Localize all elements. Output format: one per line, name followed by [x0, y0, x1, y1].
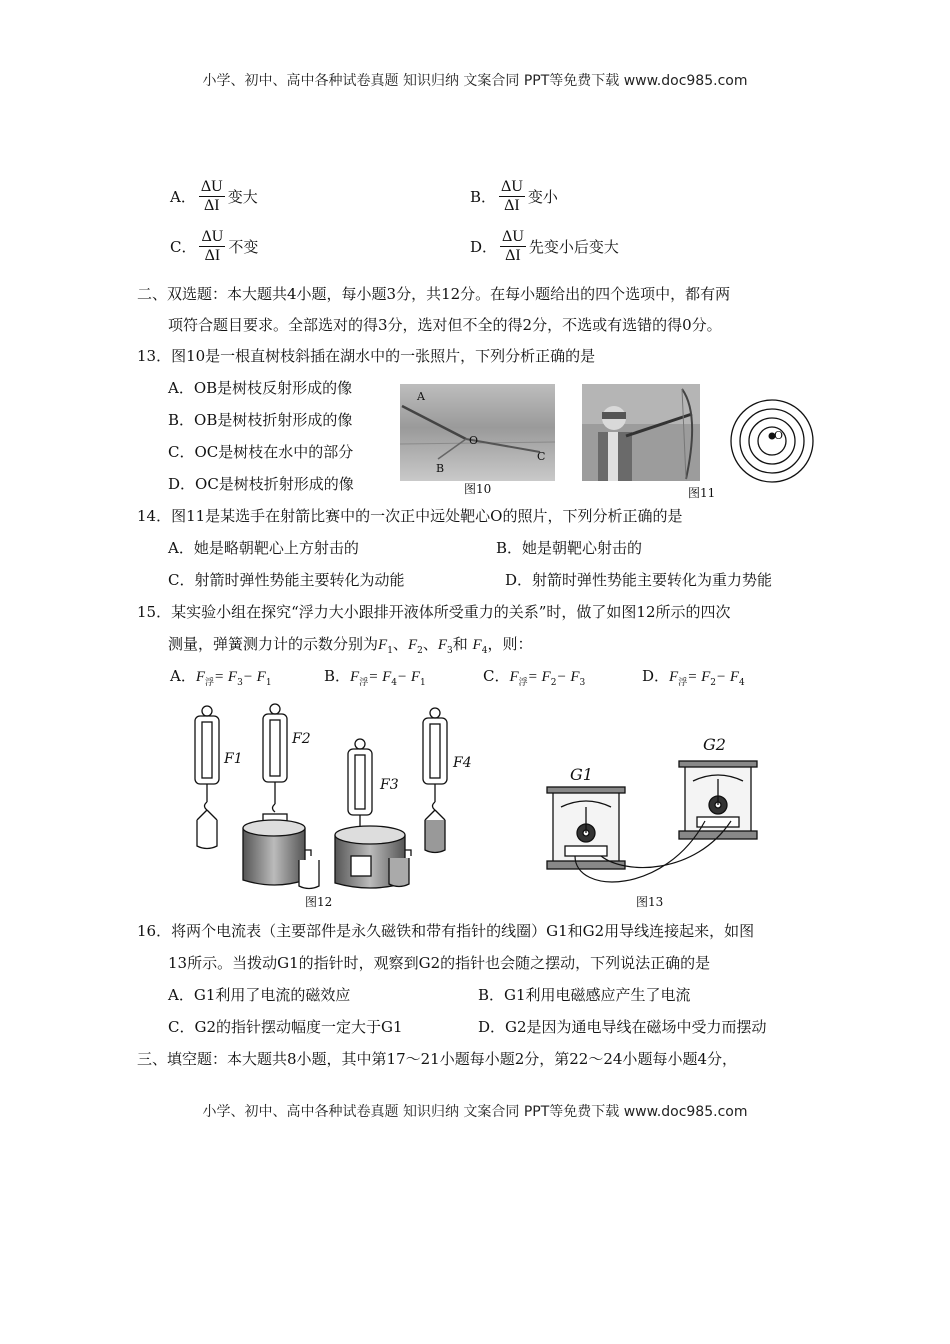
- g2-label: G2: [703, 735, 726, 754]
- q15-stem-line2: 测量，弹簧测力计的示数分别为$F_1$、$F_2$、$F_3$和 $F_4$，则：: [168, 635, 533, 656]
- fraction: [199, 178, 225, 215]
- q13-option-a: A．OB是树枝反射形成的像: [168, 379, 353, 397]
- q16-stem-line1: 16．将两个电流表（主要部件是永久磁铁和带有指针的线圈）G1和G2用导线连接起来，如图: [137, 922, 755, 940]
- q16-option-b: B．G1利用电磁感应产生了电流: [478, 986, 691, 1004]
- fraction-numerator: ΔU: [201, 228, 224, 245]
- option-text: 不变: [228, 238, 259, 256]
- option-text: 先变小后变大: [528, 238, 619, 256]
- figure-11-archer-photo: [582, 384, 700, 481]
- fig11-caption: 图11: [688, 486, 716, 500]
- galvanometer-g2: [679, 761, 757, 839]
- f3-label: F3: [380, 777, 399, 793]
- section3-line1: 三、填空题：本大题共8小题，其中第17～21小题每小题2分，第22～24小题每小题4分，: [137, 1050, 737, 1068]
- section2-line2: 项符合题目要求。全部选对的得3分，选对但不全的得2分，不选或有选错的得0分。: [168, 316, 722, 334]
- q14-option-b: B．她是朝靶心射击的: [496, 539, 643, 557]
- fraction: [500, 228, 526, 265]
- q12-option-d: [470, 228, 619, 265]
- q15-option-b: B．$F_浮= F_4- F_1$: [324, 667, 426, 688]
- fraction: [499, 178, 525, 215]
- q14-option-a: A．她是略朝靶心上方射击的: [168, 539, 359, 557]
- q15-option-c: C．$F_浮= F_2- F_3$: [483, 667, 586, 688]
- fraction: [199, 228, 225, 265]
- option-text: 变小: [527, 188, 558, 206]
- fraction-denominator: ΔI: [203, 197, 220, 214]
- fig10-label-o: O: [469, 434, 479, 447]
- fraction-denominator: ΔI: [204, 247, 221, 264]
- fraction-numerator: ΔU: [200, 178, 223, 195]
- q13-stem: 13．图10是一根直树枝斜插在湖水中的一张照片，下列分析正确的是: [137, 347, 596, 365]
- q13-option-b: B．OB是树枝折射形成的像: [168, 411, 353, 429]
- fraction-numerator: ΔU: [501, 178, 523, 195]
- q16-option-c: C．G2的指针摆动幅度一定大于G1: [168, 1018, 403, 1036]
- figure-12-spring-scales: [185, 700, 475, 895]
- fig13-caption: 图13: [636, 895, 664, 909]
- fraction-numerator: ΔU: [502, 228, 524, 245]
- spring-scale-1: [195, 706, 219, 849]
- q12-option-a: [170, 178, 258, 215]
- q14-option-d: D．射箭时弹性势能主要转化为重力势能: [505, 571, 773, 589]
- spring-scale-4: [423, 708, 447, 853]
- target-center-label: O: [774, 429, 784, 442]
- q15-stem-text: 测量，弹簧测力计的示数分别为: [168, 635, 379, 653]
- q15-stem-line1: 15．某实验小组在探究“浮力大小跟排开液体所受重力的关系”时，做了如图12所示的四次: [137, 603, 731, 621]
- f1-label: F1: [224, 751, 243, 767]
- fig10-label-c: C: [537, 450, 546, 463]
- fraction-denominator: ΔI: [504, 197, 520, 214]
- q15-option-d: D．$F_浮= F_2- F_4$: [642, 667, 745, 688]
- option-text: 变大: [227, 188, 258, 206]
- option-label: C．: [170, 238, 197, 256]
- f2-label: F2: [292, 731, 311, 747]
- q16-stem-line2: 13所示。当拨动G1的指针时，观察到G2的指针也会随之摆动，下列说法正确的是: [168, 954, 711, 972]
- q14-option-c: C．射箭时弹性势能主要转化为动能: [168, 571, 405, 589]
- fig10-label-b: B: [436, 462, 445, 475]
- fig10-label-a: A: [417, 390, 425, 403]
- fig12-caption: 图12: [305, 895, 333, 909]
- q13-option-c: C．OC是树枝在水中的部分: [168, 443, 354, 461]
- q12-option-c: [170, 228, 258, 265]
- spring-scale-3: [335, 739, 411, 888]
- fig10-caption: 图10: [464, 482, 492, 496]
- q16-option-a: A．G1利用了电流的磁效应: [168, 986, 351, 1004]
- section2-line1: 二、双选题：本大题共4小题，每小题3分，共12分。在每小题给出的四个选项中，都有两: [137, 285, 731, 303]
- g1-label: G1: [570, 765, 593, 784]
- q13-option-d: D．OC是树枝折射形成的像: [168, 475, 354, 493]
- f4-label: F4: [453, 755, 472, 771]
- target-diagram: [729, 398, 815, 484]
- page-header: 小学、初中、高中各种试卷真题 知识归纳 文案合同 PPT等免费下载 www.doc985.com: [202, 73, 748, 89]
- q16-option-d: D．G2是因为通电导线在磁场中受力而摆动: [478, 1018, 767, 1036]
- q14-stem: 14．图11是某选手在射箭比赛中的一次正中远处靶心O的照片，下列分析正确的是: [137, 507, 683, 525]
- q15-option-a: A．$F_浮= F_3- F_1$: [170, 667, 272, 688]
- option-label: D．: [470, 238, 498, 256]
- galvanometer-g1: [547, 787, 625, 869]
- fraction-denominator: ΔI: [505, 247, 521, 264]
- q12-option-b: [470, 178, 558, 215]
- option-label: B．: [470, 188, 497, 206]
- q15-stem-text-end: ，则：: [487, 635, 533, 653]
- page-footer: 小学、初中、高中各种试卷真题 知识归纳 文案合同 PPT等免费下载 www.doc985.com: [202, 1104, 748, 1120]
- option-label: A．: [170, 188, 196, 206]
